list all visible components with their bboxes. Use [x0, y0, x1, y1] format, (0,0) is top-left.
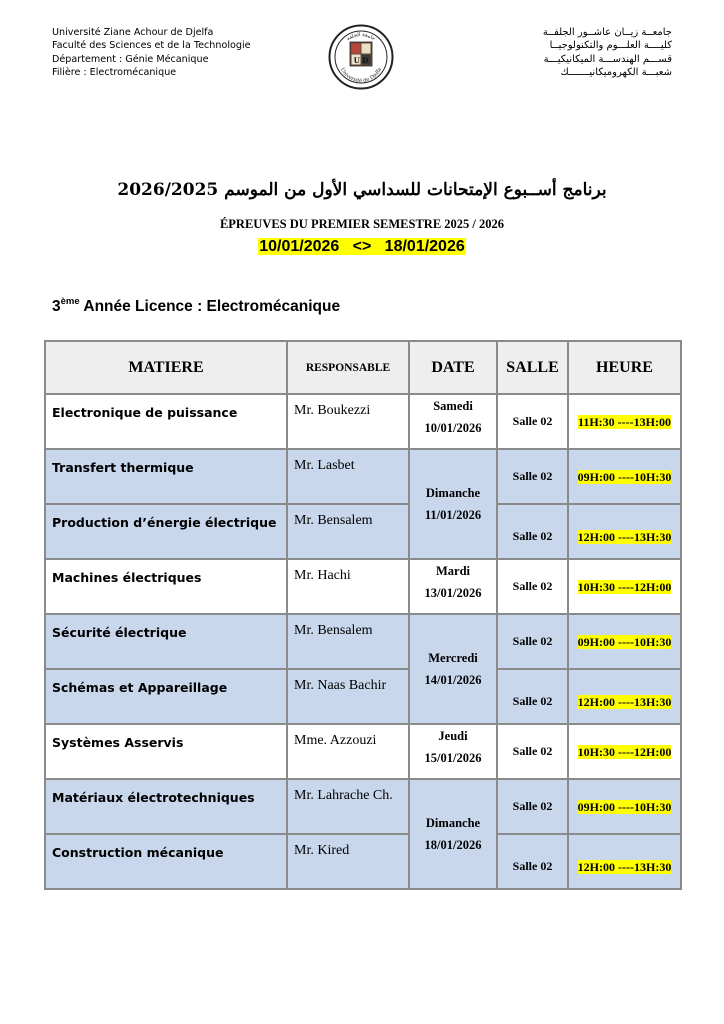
cell-heure: [568, 394, 681, 449]
cell-responsable: Mr. Bensalem: [287, 504, 409, 559]
class-name: Année Licence : Electromécanique: [79, 298, 341, 315]
table-row: [45, 504, 681, 559]
class-ordinal: 3: [52, 298, 61, 315]
cell-day: Mercredi: [428, 651, 478, 665]
cell-responsable: Mr. Lahrache Ch.: [287, 779, 409, 834]
table-row: [45, 394, 681, 449]
department-name-ar: قســـم الهندســـة الميكانيكيـــة: [543, 53, 672, 65]
cell-salle: Salle 02: [497, 614, 568, 669]
header-salle: SALLE: [497, 341, 568, 394]
cell-salle: Salle 02: [497, 669, 568, 724]
cell-heure: [568, 559, 681, 614]
table-row: [45, 779, 681, 834]
cell-responsable: Mr. Bensalem: [287, 614, 409, 669]
cell-heure: [568, 669, 681, 724]
cell-salle: Salle 02: [497, 504, 568, 559]
cell-salle: Salle 02: [497, 394, 568, 449]
cell-date: [409, 779, 497, 889]
cell-heure-value: 09H:00 ----10H:30: [577, 799, 672, 814]
cell-heure: [568, 779, 681, 834]
table-row: [45, 614, 681, 669]
table-row: [45, 559, 681, 614]
cell-responsable: Mr. Naas Bachir: [287, 669, 409, 724]
header-right-institution: [543, 26, 672, 80]
cell-heure: [568, 834, 681, 889]
cell-date-value: 10/01/2026: [424, 421, 482, 435]
cell-responsable: Mr. Hachi: [287, 559, 409, 614]
cell-heure-value: 12H:00 ----13H:30: [577, 694, 672, 709]
cell-day: Dimanche: [425, 486, 481, 500]
cell-heure-value: 09H:00 ----10H:30: [577, 634, 672, 649]
cell-date-value: 11/01/2026: [424, 508, 482, 522]
cell-heure-value: 11H:30 ----13H:00: [578, 414, 671, 429]
cell-responsable: Mr. Lasbet: [287, 449, 409, 504]
table-row: [45, 449, 681, 504]
class-title: [52, 296, 340, 316]
university-logo: [328, 24, 394, 90]
table-row: [45, 834, 681, 889]
french-title: ÉPREUVES DU PREMIER SEMESTRE 2025 / 2026: [219, 217, 505, 231]
program-name: Filière : Electromécanique: [52, 67, 177, 79]
faculty-name-ar: كليــــة العلـــوم والتكنولوجيــا: [549, 40, 672, 52]
cell-heure-value: 10H:30 ----12H:00: [577, 579, 672, 594]
logo-letters: U D: [353, 56, 369, 65]
table-row: [45, 669, 681, 724]
cell-day: Dimanche: [425, 816, 481, 830]
cell-heure: [568, 449, 681, 504]
date-range-banner: [0, 238, 724, 256]
cell-matiere: Matériaux électrotechniques: [45, 779, 287, 834]
header-heure: HEURE: [568, 341, 681, 394]
logo-bottom-text: Université de Djelfa: [338, 66, 384, 85]
program-name-ar: شعبـــة الكهروميكانيـــــــك: [560, 67, 672, 79]
header-date: DATE: [409, 341, 497, 394]
table-header-row: [45, 341, 681, 394]
cell-heure-value: 12H:00 ----13H:30: [577, 859, 672, 874]
cell-matiere: Systèmes Asservis: [45, 724, 287, 779]
cell-day: Samedi: [433, 399, 473, 413]
cell-responsable: Mme. Azzouzi: [287, 724, 409, 779]
cell-date: [409, 614, 497, 724]
cell-heure-value: 09H:00 ----10H:30: [577, 469, 672, 484]
cell-matiere: Production d’énergie électrique: [45, 504, 287, 559]
department-name: Département : Génie Mécanique: [52, 53, 209, 65]
cell-heure-value: 12H:00 ----13H:30: [577, 529, 672, 544]
cell-matiere: Transfert thermique: [45, 449, 287, 504]
date-range: 10/01/2026 <> 18/01/2026: [259, 238, 465, 255]
cell-salle: Salle 02: [497, 724, 568, 779]
cell-date: [409, 394, 497, 449]
arabic-title: برنامج أســبوع الإمتحانات للسداسي الأول من الموسم 2026/2025: [117, 180, 607, 200]
exam-schedule-table: [44, 340, 682, 890]
cell-date-value: 13/01/2026: [424, 586, 482, 600]
university-name-ar: جامعــة زيــان عاشــور الجلفــة: [542, 27, 672, 38]
cell-matiere: Sécurité électrique: [45, 614, 287, 669]
cell-salle: Salle 02: [497, 559, 568, 614]
header-matiere: MATIERE: [45, 341, 287, 394]
cell-heure: [568, 504, 681, 559]
cell-heure-value: 10H:30 ----12H:00: [577, 744, 672, 759]
table-row: [45, 724, 681, 779]
cell-matiere: Schémas et Appareillage: [45, 669, 287, 724]
header-responsable: RESPONSABLE: [287, 341, 409, 394]
cell-responsable: Mr. Boukezzi: [287, 394, 409, 449]
cell-day: Jeudi: [438, 729, 468, 743]
cell-date: [409, 559, 497, 614]
cell-date: [409, 724, 497, 779]
cell-date-value: 14/01/2026: [424, 673, 482, 687]
university-name: Université Ziane Achour de Djelfa: [52, 27, 214, 38]
faculty-name: Faculté des Sciences et de la Technologie: [52, 40, 251, 52]
cell-date: [409, 449, 497, 559]
cell-date-value: 18/01/2026: [424, 838, 482, 852]
cell-matiere: Electronique de puissance: [45, 394, 287, 449]
logo-top-text: جامعة الجلفة: [345, 31, 377, 43]
cell-heure: [568, 724, 681, 779]
cell-salle: Salle 02: [497, 779, 568, 834]
cell-date-value: 15/01/2026: [424, 751, 482, 765]
cell-responsable: Mr. Kired: [287, 834, 409, 889]
cell-matiere: Construction mécanique: [45, 834, 287, 889]
cell-matiere: Machines électriques: [45, 559, 287, 614]
header-left-institution: [52, 26, 251, 80]
cell-salle: Salle 02: [497, 834, 568, 889]
cell-heure: [568, 614, 681, 669]
cell-day: Mardi: [435, 564, 471, 578]
class-ordinal-sup: ème: [60, 296, 80, 307]
cell-salle: Salle 02: [497, 449, 568, 504]
